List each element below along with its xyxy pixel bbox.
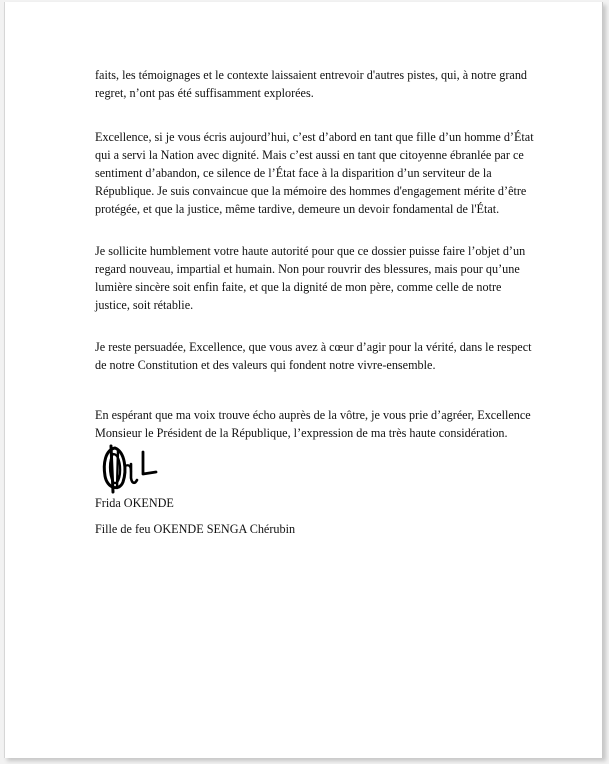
handwritten-signature	[101, 442, 161, 494]
paragraph-request: Je sollicite humblement votre haute autorité pour que ce dossier puisse faire l’objet d’un regard nouveau, impartial et humain. Non pour rouvrir des blessures, mais pour qu’une lumière sincère soit enfin faite, et que la dignité de mon père, comme celle de notre justice, soit rétablie.	[95, 244, 526, 312]
paragraph-salutation: En espérant que ma voix trouve écho auprès de la vôtre, je vous prie d’agréer, Excellence Monsieur le Président de la République, l’expression de ma très haute considération.	[95, 408, 531, 440]
signer-name: Frida OKENDE	[95, 496, 174, 510]
paragraph-persuasion: Je reste persuadée, Excellence, que vous avez à cœur d’agir pour la vérité, dans le respect de notre Constitution et des valeurs qui fondent notre vivre-ensemble.	[95, 340, 532, 372]
letter-page	[4, 2, 603, 758]
paragraph-purpose: Excellence, si je vous écris aujourd’hui, c’est d’abord en tant que fille d’un homme d’État qui a servi la Nation avec dignité. Mais c’est aussi en tant que citoyenne ébranlée par ce sentiment d’abandon, ce silence de l’État face à la disparition d’un serviteur de la République. Je suis convaincue que la mémoire des hommes d'engagement mérite d’être protégée, et que la justice, même tardive, demeure un devoir fondamental de l'État.	[95, 130, 534, 216]
paragraph-closing-context: faits, les témoignages et le contexte laissaient entrevoir d'autres pistes, qui, à notre grand regret, n’ont pas été suffisamment explorées.	[95, 68, 528, 100]
signer-title: Fille de feu OKENDE SENGA Chérubin	[95, 522, 296, 536]
